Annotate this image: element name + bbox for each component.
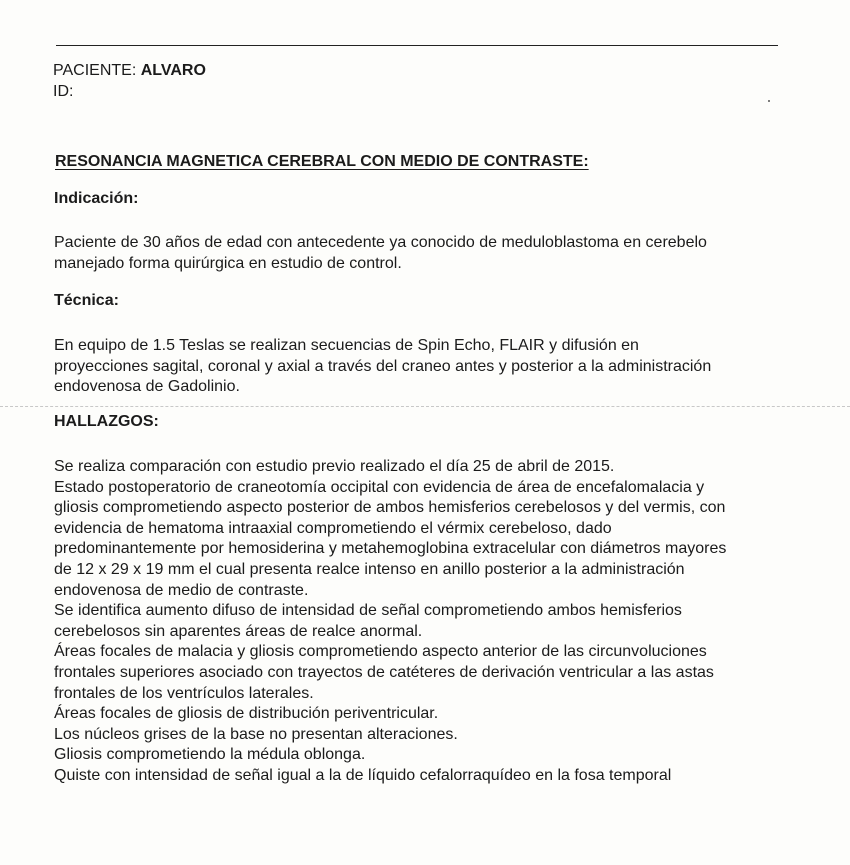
text-line: Los núcleos grises de la base no presentan alteraciones. [54,725,458,743]
header-rule [56,45,778,46]
patient-id-row [53,81,73,102]
text-line: manejado forma quirúrgica en estudio de control. [54,254,402,272]
patient-name-value: ALVARO [140,62,206,79]
text-line: Paciente de 30 años de edad con antecedente ya conocido de meduloblastoma en cerebelo [54,234,707,251]
hallazgos-body [54,457,794,787]
text-line: proyecciones sagital, coronal y axial a través del craneo antes y posterior a la administración [54,357,712,375]
text-line: frontales superiores asociado con trayectos de catéteres de derivación ventricular a las astas [54,663,714,681]
text-line: endovenosa de medio de contraste. [54,581,309,599]
text-line: Áreas focales de malacia y gliosis comprometiendo aspecto anterior de las circunvoluciones [54,643,707,661]
patient-name-label: PACIENTE: [53,62,137,79]
scan-speck [768,100,770,102]
text-line: evidencia de hematoma intraaxial comprometiendo el vérmix cerebeloso, dado [54,519,612,537]
text-line: Quiste con intensidad de señal igual a la de líquido cefalorraquídeo en la fosa temporal [54,766,672,784]
text-line: Áreas focales de gliosis de distribución periventricular. [54,705,439,723]
scan-artifact-line [0,406,850,407]
patient-id-label: ID: [53,83,74,100]
text-line: Gliosis comprometiendo la médula oblonga. [54,746,366,764]
text-line: endovenosa de Gadolinio. [54,378,240,396]
text-line: cerebelosos sin aparentes áreas de realce anormal. [54,622,423,640]
tecnica-title: Técnica: [54,292,119,309]
patient-name-row [53,60,206,81]
text-line: de 12 x 29 x 19 mm el cual presenta realce intenso en anillo posterior a la administración [54,560,685,578]
report-title: RESONANCIA MAGNETICA CEREBRAL CON MEDIO DE CONTRASTE: [55,153,589,170]
text-line: Se identifica aumento difuso de intensidad de señal comprometiendo ambos hemisferios [54,602,682,620]
hallazgos-title: HALLAZGOS: [54,413,159,430]
indicacion-title: Indicación: [54,190,139,207]
tecnica-body [54,336,794,398]
text-line: En equipo de 1.5 Teslas se realizan secuencias de Spin Echo, FLAIR y difusión en [54,337,639,354]
text-line: Estado postoperatorio de craneotomía occipital con evidencia de área de encefalomalacia y [54,478,705,496]
text-line: Se realiza comparación con estudio previo realizado el día 25 de abril de 2015. [54,458,615,475]
text-line: predominantemente por hemosiderina y metahemoglobina extracelular con diámetros mayores [54,540,727,558]
text-line: gliosis comprometiendo aspecto posterior de ambos hemisferios cerebelosos y del vermis, con [54,499,726,517]
text-line: frontales de los ventrículos laterales. [54,684,314,702]
indicacion-body [54,233,794,274]
